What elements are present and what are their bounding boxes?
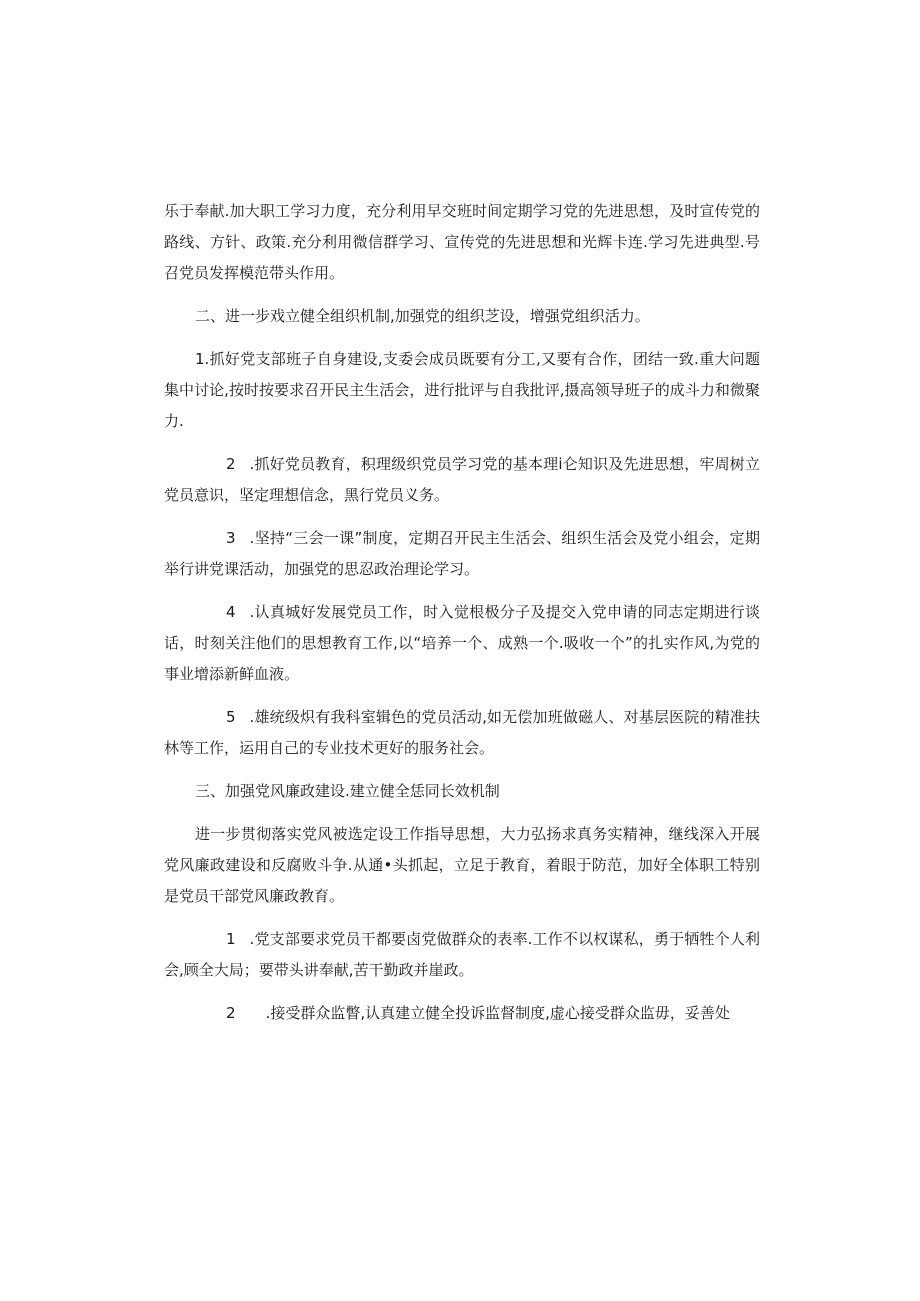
list-item-3 — [164, 523, 760, 585]
heading-text: 三、加强党风廉政建设.建立健全恁同长效机制 — [195, 782, 500, 800]
list-item-1 — [164, 344, 760, 437]
list-item-4 — [164, 597, 760, 690]
document-page — [164, 196, 760, 1041]
list-number: 2 — [226, 1004, 236, 1022]
paragraph-text: .抓好党员教育，积理级织党员学习党的基本理i仑知识及先进思想，牢周树立党员意识，坚定理想信念，黑行党员义务。 — [164, 455, 760, 504]
list-number: 1 — [226, 930, 236, 948]
paragraph-text: 1.抓好党支部班子自身建设,支委会成员既要有分工,又要有合作，团结一致.重大问题集中讨论,按时按要求召开民主生活会，进行批评与自我批评,摄高领导班子的成斗力和微聚力. — [164, 350, 760, 430]
list-number: 4 — [226, 603, 236, 621]
paragraph-text: .雄统级炽有我科室辑色的党员活动,如无偿加班做磁人、对基层医院的精准扶林等工作，运用自己的专业技术更好的服务社会。 — [164, 708, 760, 757]
list-item-5 — [164, 702, 760, 764]
paragraph-text: .党支部要求党员干都要卤党做群众的表率.工作不以权谋私，勇于牺牲个人利会,顾全大局；要带头讲奉献,苦干勤政并崖政。 — [164, 930, 760, 979]
paragraph-text: .认真城好发展党员工作，时入觉根极分子及提交入党申请的同志定期进行谈话，时刻关注他们的思想教育工作,以“培养一个、成熟一个.吸收一个”的扎实作风,为党的事业增添新鲜血液。 — [164, 603, 760, 683]
list-item-1b — [164, 924, 760, 986]
list-number: 5 — [226, 708, 236, 726]
list-item-2 — [164, 449, 760, 511]
paragraph-intro — [164, 819, 760, 912]
heading-text: 二、进一步戏立健全组织机制,加强党的组织芝设，增强党组织活力。 — [195, 307, 650, 325]
list-number: 3 — [226, 529, 236, 547]
section-heading-3 — [164, 776, 760, 807]
list-number: 2 — [226, 455, 236, 473]
section-heading-2 — [164, 301, 760, 332]
paragraph-continuation — [164, 196, 760, 289]
list-item-2b — [164, 998, 760, 1029]
paragraph-text: .坚持“三会一课”制度，定期召开民主生活会、组织生活会及党小组会，定期举行讲党课活动，加强党的思忍政治理论学习。 — [164, 529, 760, 578]
paragraph-text: .接受群众监瞥,认真建立健全投诉监督制度,虚心接受群众监毋，妥善处 — [265, 1004, 730, 1022]
paragraph-text: 进一步贯彻落实党风被选定设工作指导思想，大力弘扬求真务实精神，继线深入开展党风廉政建设和反腐败斗争.从通•头抓起，立足于教育，着眼于防范，加好全体职工特别是党员干部党风廉政教育。 — [164, 825, 760, 905]
paragraph-text: 乐于奉献.加大职工学习力度，充分利用早交班时间定期学习党的先进思想，及时宣传党的路线、方针、政策.充分利用微信群学习、宣传党的先进思想和光辉卡连.学习先进典型.号召党员发挥模范带头作用。 — [164, 202, 760, 282]
